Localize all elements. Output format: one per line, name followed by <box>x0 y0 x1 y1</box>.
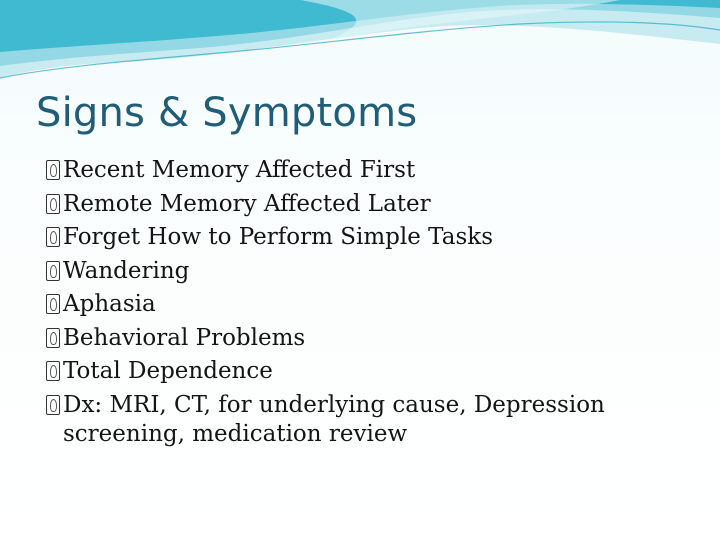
placeholder-box-icon <box>46 361 60 381</box>
bullet-text: Wandering <box>63 257 190 284</box>
placeholder-box-icon <box>46 328 60 348</box>
bullet-text: Aphasia <box>63 291 156 317</box>
bullet-list <box>46 154 686 449</box>
list-item <box>46 288 686 322</box>
placeholder-box-icon <box>46 160 60 180</box>
list-item <box>46 188 686 222</box>
bullet-text: Forget How to Perform Simple Tasks <box>63 224 493 250</box>
list-item <box>46 255 686 289</box>
placeholder-box-icon <box>46 261 60 281</box>
bullet-text: Behavioral Problems <box>63 324 306 351</box>
bullet-text: Total Dependence <box>63 358 273 384</box>
slide-title: Signs & Symptoms <box>36 90 418 136</box>
bullet-text: Recent Memory Affected First <box>63 157 416 183</box>
list-item <box>46 389 686 449</box>
placeholder-box-icon <box>46 194 60 214</box>
placeholder-box-icon <box>46 227 60 247</box>
list-item <box>46 154 686 188</box>
list-item <box>46 355 686 389</box>
list-item <box>46 221 686 255</box>
bullet-text: Remote Memory Affected Later <box>63 190 431 217</box>
placeholder-box-icon <box>46 395 60 415</box>
bullet-text: Dx: MRI, CT, for underlying cause, Depression screening, medication review <box>63 391 605 447</box>
placeholder-box-icon <box>46 294 60 314</box>
list-item <box>46 322 686 356</box>
header-wave-decoration <box>0 0 720 90</box>
